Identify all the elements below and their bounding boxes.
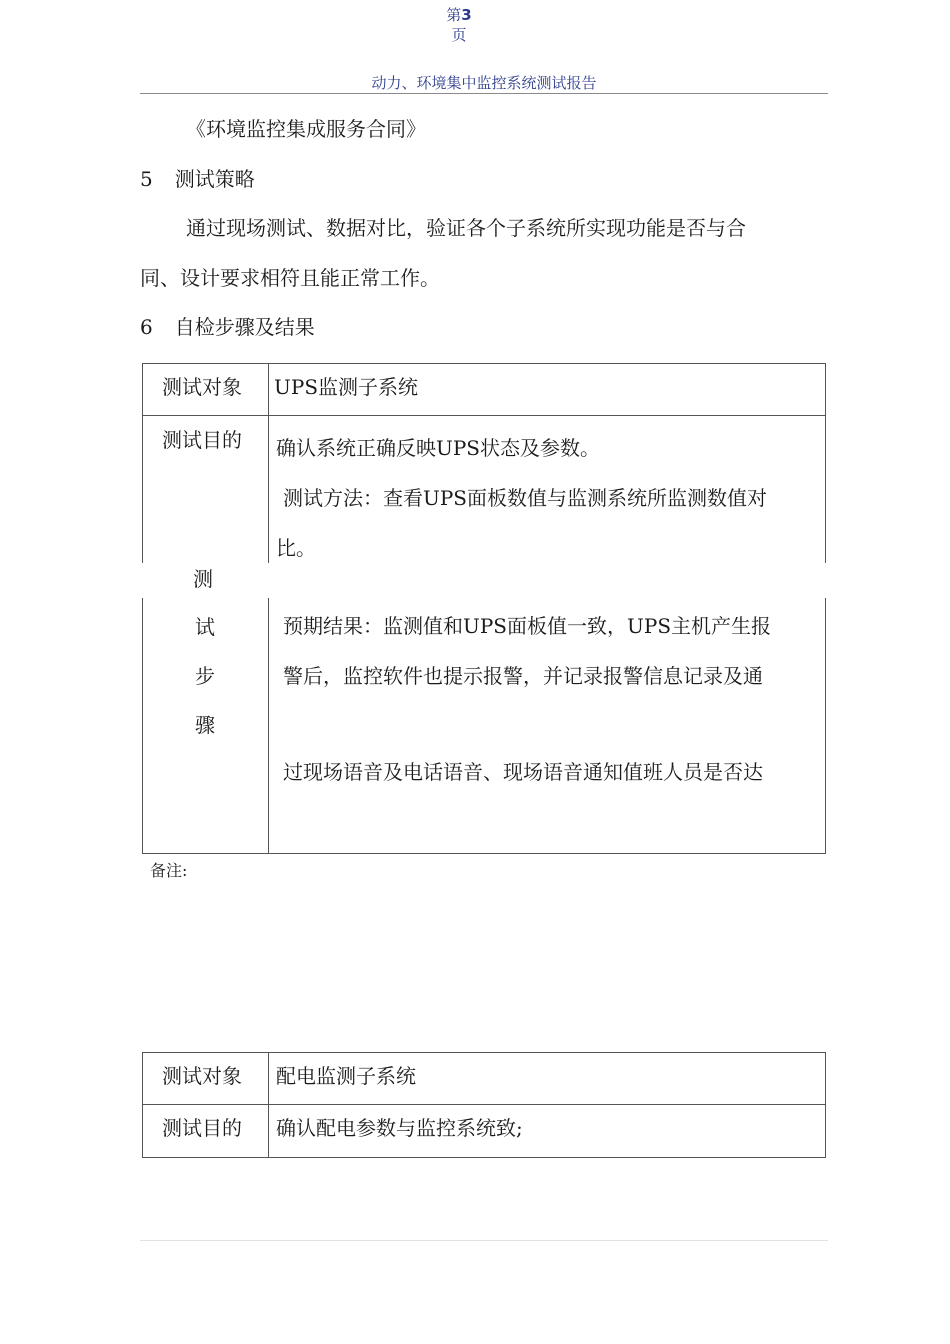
table-border-bottom xyxy=(142,853,826,854)
section-number: 6 xyxy=(140,315,153,339)
section-title: 自检步骤及结果 xyxy=(174,315,315,339)
table-column-divider xyxy=(268,1052,269,1157)
section-6-heading xyxy=(140,315,315,339)
table-border-right xyxy=(825,598,826,854)
method-line-2: 比。 xyxy=(276,536,316,560)
table-border-left xyxy=(142,598,143,854)
table-border-left xyxy=(142,363,143,563)
table-border-top xyxy=(142,1052,826,1053)
method-line-1: 测试方法：查看UPS面板数值与监测系统所监测数值对 xyxy=(283,486,768,510)
table-row-divider xyxy=(142,1104,826,1105)
expected-line-1: 预期结果：监测值和UPS面板值一致，UPS主机产生报 xyxy=(283,614,772,638)
expected-line-3: 过现场语音及电话语音、现场语音通知值班人员是否达 xyxy=(283,760,763,784)
section-number: 5 xyxy=(140,167,153,191)
section-5-heading xyxy=(140,167,255,191)
object-value: UPS监测子系统 xyxy=(274,375,419,399)
page-suffix: 页 xyxy=(451,26,467,44)
object-value: 配电监测子系统 xyxy=(276,1064,416,1088)
table-row-divider xyxy=(142,415,826,416)
steps-label-char: 测 xyxy=(193,567,213,591)
document-title: 动力、环境集中监控系统测试报告 xyxy=(371,74,597,92)
footer-divider xyxy=(140,1240,828,1241)
table-column-divider xyxy=(268,598,269,854)
page-number xyxy=(0,7,918,24)
section-title: 测试策略 xyxy=(174,167,255,191)
object-label: 测试对象 xyxy=(162,1064,242,1088)
page-prefix: 第 xyxy=(446,6,462,24)
table-border-left xyxy=(142,1052,143,1157)
object-label: 测试对象 xyxy=(162,375,242,399)
table-border-right xyxy=(825,363,826,563)
note-label: 备注: xyxy=(150,861,188,880)
purpose-label: 测试目的 xyxy=(162,1116,242,1140)
table-border-top xyxy=(142,363,826,364)
steps-label-char: 试 xyxy=(195,615,215,639)
purpose-value: 确认系统正确反映UPS状态及参数。 xyxy=(276,436,601,460)
steps-label-char: 骤 xyxy=(195,713,215,737)
steps-label-char: 步 xyxy=(195,664,215,688)
strategy-paragraph-line2: 同、设计要求相符且能正常工作。 xyxy=(140,266,440,290)
table-column-divider xyxy=(268,363,269,563)
page-number-value: 3 xyxy=(461,6,472,24)
table-border-right xyxy=(825,1052,826,1157)
purpose-label: 测试目的 xyxy=(162,428,242,452)
purpose-value: 确认配电参数与监控系统致; xyxy=(276,1116,523,1140)
header-divider xyxy=(140,93,828,94)
table-border-bottom xyxy=(142,1157,826,1158)
expected-line-2: 警后，监控软件也提示报警，并记录报警信息记录及通 xyxy=(283,664,763,688)
strategy-paragraph-line1: 通过现场测试、数据对比，验证各个子系统所实现功能是否与合 xyxy=(186,216,746,240)
contract-reference: 《环境监控集成服务合同》 xyxy=(186,117,426,141)
